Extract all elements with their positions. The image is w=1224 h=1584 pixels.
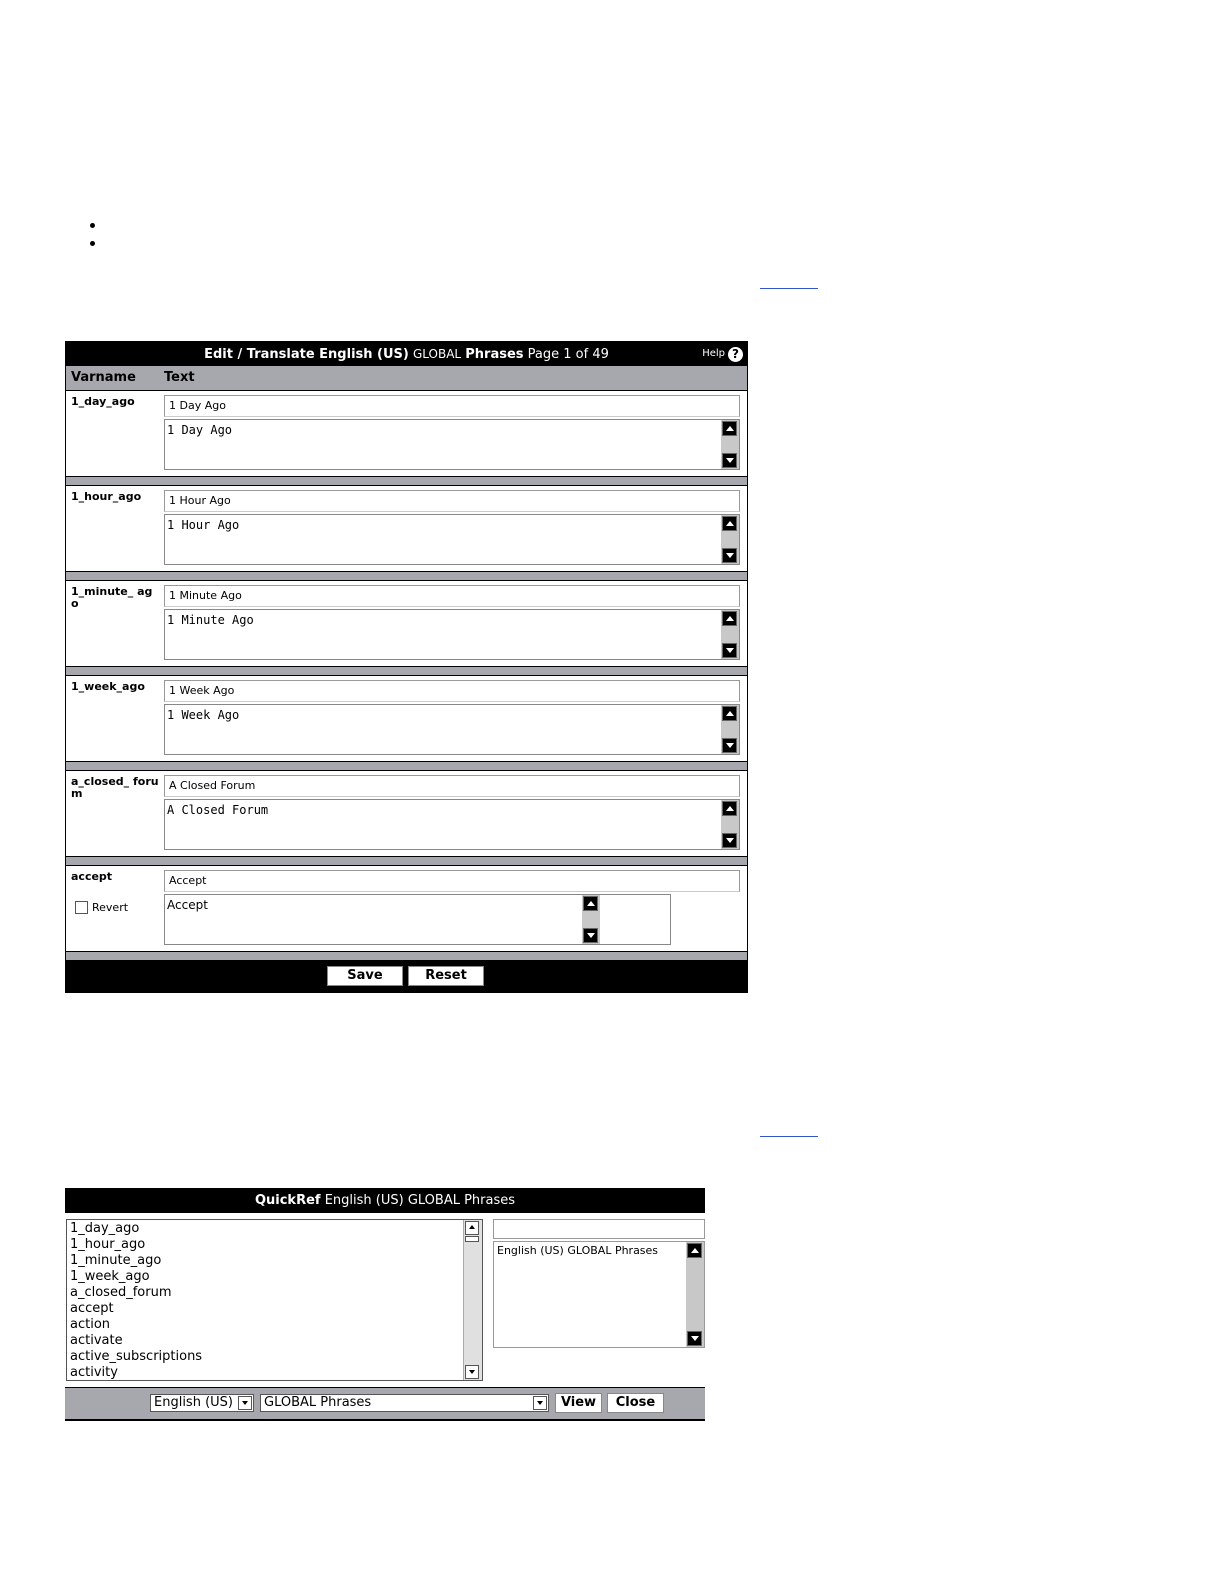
phrase-row: [66, 486, 747, 572]
varname-label: accept: [71, 870, 113, 883]
column-header-varname: Varname: [71, 370, 136, 385]
row-separator: [66, 477, 747, 486]
scroll-up-icon[interactable]: [722, 516, 737, 531]
scroll-down-icon[interactable]: [583, 928, 598, 943]
phrase-row: [66, 866, 747, 952]
help-icon[interactable]: ?: [728, 347, 743, 362]
row-separator: [66, 857, 747, 866]
scroll-down-icon[interactable]: [722, 833, 737, 848]
varname-label: 1_hour_ago: [71, 490, 142, 503]
default-text-field[interactable]: 1 Minute Ago: [164, 585, 740, 607]
scroll-up-icon[interactable]: [722, 706, 737, 721]
scrollbar[interactable]: [721, 515, 739, 564]
translation-textarea[interactable]: [164, 419, 740, 470]
quickref-panel: [65, 1188, 705, 1421]
default-text-field[interactable]: 1 Week Ago: [164, 680, 740, 702]
phrase-row: [66, 676, 747, 762]
quickref-title-bold: QuickRef: [254, 1193, 321, 1208]
scrollbar[interactable]: [721, 705, 739, 754]
scroll-up-icon[interactable]: [583, 896, 598, 911]
row-separator: [66, 762, 747, 771]
save-button[interactable]: Save: [327, 966, 403, 986]
row-separator: [66, 952, 747, 961]
list-item[interactable]: 1_hour_ago: [70, 1237, 146, 1252]
edit-panel-title-bar: [66, 342, 747, 366]
revert-label: Revert: [92, 901, 129, 914]
list-item[interactable]: activity: [70, 1365, 118, 1380]
list-scrollbar[interactable]: [463, 1220, 482, 1380]
scroll-up-icon[interactable]: [722, 421, 737, 436]
phrase-row: [66, 391, 747, 477]
language-select[interactable]: [150, 1394, 254, 1412]
quickref-search-input[interactable]: [493, 1219, 705, 1239]
page-indicator: Page 1 of 49: [527, 347, 609, 362]
translation-text: 1 Day Ago: [167, 423, 233, 437]
translation-textarea[interactable]: [164, 609, 740, 660]
translation-textarea[interactable]: [164, 514, 740, 565]
edit-phrases-panel: [65, 341, 748, 993]
row-separator: [66, 667, 747, 676]
list-item[interactable]: a_closed_forum: [70, 1285, 172, 1300]
revert-option[interactable]: [75, 901, 128, 914]
scroll-up-icon[interactable]: [722, 801, 737, 816]
list-item[interactable]: active_subscriptions: [70, 1349, 203, 1364]
scroll-down-icon[interactable]: [722, 548, 737, 563]
scrollbar[interactable]: [582, 895, 600, 944]
list-item[interactable]: accept: [70, 1301, 114, 1316]
default-text-field[interactable]: 1 Day Ago: [164, 395, 740, 417]
link[interactable]: [760, 274, 818, 289]
translation-text: Accept: [167, 898, 208, 912]
scroll-down-icon[interactable]: [722, 453, 737, 468]
list-item[interactable]: 1_minute_ago: [70, 1253, 162, 1268]
title-part: Edit / Translate English (US): [204, 347, 409, 362]
edit-table-header: [66, 366, 747, 391]
phrase-row: [66, 581, 747, 667]
phrase-group-select[interactable]: [260, 1394, 549, 1412]
scroll-thumb[interactable]: [465, 1236, 479, 1242]
title-group: GLOBAL: [412, 347, 462, 361]
phrase-row: [66, 771, 747, 857]
list-item[interactable]: activate: [70, 1333, 123, 1348]
close-button[interactable]: Close: [607, 1393, 664, 1413]
quickref-preview[interactable]: [493, 1241, 705, 1348]
list-item[interactable]: 1_day_ago: [70, 1221, 140, 1236]
scroll-up-icon[interactable]: [722, 611, 737, 626]
default-text-field[interactable]: 1 Hour Ago: [164, 490, 740, 512]
translation-text: 1 Week Ago: [167, 708, 240, 722]
preview-text: English (US) GLOBAL Phrases: [497, 1244, 659, 1257]
edit-panel-title: [66, 342, 747, 367]
translation-textarea[interactable]: [164, 799, 740, 850]
varname-label: a_closed_ forum: [71, 775, 159, 800]
translation-text: 1 Hour Ago: [167, 518, 240, 532]
scrollbar[interactable]: [721, 800, 739, 849]
varname-label: 1_week_ago: [71, 680, 145, 693]
scroll-down-icon[interactable]: [687, 1331, 702, 1346]
view-button[interactable]: View: [555, 1393, 602, 1413]
chevron-down-icon[interactable]: [533, 1396, 547, 1410]
group-value: GLOBAL Phrases: [264, 1395, 372, 1410]
scroll-up-icon[interactable]: [465, 1221, 479, 1235]
revert-checkbox[interactable]: [75, 901, 88, 914]
default-text-field[interactable]: A Closed Forum: [164, 775, 740, 797]
translation-text: 1 Minute Ago: [167, 613, 254, 627]
help-label: Help: [702, 348, 725, 359]
varname-label: 1_minute_ ago: [71, 585, 153, 610]
quickref-title-rest: English (US) GLOBAL Phrases: [324, 1193, 516, 1208]
column-header-text: Text: [164, 370, 195, 385]
quickref-title: [65, 1188, 705, 1213]
language-value: English (US): [154, 1395, 233, 1410]
translation-textarea[interactable]: [164, 894, 671, 945]
title-part: Phrases: [465, 347, 524, 362]
translation-text: A Closed Forum: [167, 803, 269, 817]
reset-button[interactable]: Reset: [408, 966, 484, 986]
scroll-down-icon[interactable]: [465, 1365, 479, 1379]
translation-textarea[interactable]: [164, 704, 740, 755]
scrollbar[interactable]: [686, 1242, 704, 1347]
chevron-down-icon[interactable]: [238, 1396, 252, 1410]
varname-label: 1_day_ago: [71, 395, 135, 408]
link[interactable]: [760, 1122, 818, 1137]
scrollbar[interactable]: [721, 610, 739, 659]
help-link[interactable]: [702, 342, 743, 366]
scroll-up-icon[interactable]: [687, 1243, 702, 1258]
quickref-footer: [65, 1387, 705, 1419]
scroll-down-icon[interactable]: [722, 738, 737, 753]
scroll-down-icon[interactable]: [722, 643, 737, 658]
list-item[interactable]: action: [70, 1317, 111, 1332]
row-separator: [66, 572, 747, 581]
default-text-field[interactable]: Accept: [164, 870, 740, 892]
phrase-list[interactable]: [66, 1219, 483, 1381]
scrollbar[interactable]: [721, 420, 739, 469]
list-item[interactable]: 1_week_ago: [70, 1269, 150, 1284]
edit-panel-footer: [66, 961, 747, 992]
